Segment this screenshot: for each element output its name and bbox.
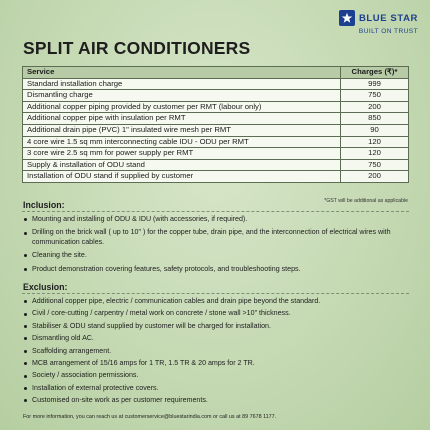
list-item bbox=[24, 384, 408, 393]
charge-cell: 750 bbox=[341, 159, 409, 171]
charge-cell: 750 bbox=[341, 90, 409, 102]
star-icon bbox=[339, 10, 355, 26]
exclusion-item-text: Stabiliser & ODU stand supplied by customer will be charged for installation. bbox=[32, 321, 271, 330]
charge-cell: 90 bbox=[341, 124, 409, 136]
exclusion-list bbox=[24, 297, 408, 406]
list-item bbox=[24, 215, 408, 224]
exclusion-item-text: Civil / core-cutting / carpentry / metal work on concrete / stone wall >10" thickness. bbox=[32, 309, 291, 318]
list-item bbox=[24, 347, 408, 356]
bullet-icon bbox=[24, 337, 27, 340]
table-row bbox=[23, 171, 409, 183]
exclusion-item-text: Customised on-site work as per customer requirements. bbox=[32, 396, 208, 405]
exclusion-title: Exclusion: bbox=[23, 282, 68, 292]
inclusion-item-text: Cleaning the site. bbox=[32, 251, 87, 260]
service-cell: Additional drain pipe (PVC) 1" insulated wire mesh per RMT bbox=[23, 124, 341, 136]
bullet-icon bbox=[24, 325, 27, 328]
table-row bbox=[23, 78, 409, 90]
exclusion-item-text: Dismantling old AC. bbox=[32, 334, 94, 343]
logo-brand: BLUE STAR bbox=[358, 12, 418, 24]
exclusion-item-text: Installation of external protective covers. bbox=[32, 383, 159, 392]
inclusion-item-text: Drilling on the brick wall ( up to 10" ) for the copper tube, drain pipe, and the interconnection of electrical wires with communication cables. bbox=[32, 228, 391, 246]
inclusion-list bbox=[24, 215, 408, 274]
inclusion-item-text: Mounting and installing of ODU & IDU (with accessories, if required). bbox=[32, 215, 248, 223]
charge-cell: 120 bbox=[341, 148, 409, 160]
service-cell: Installation of ODU stand if supplied by customer bbox=[23, 171, 341, 183]
bullet-icon bbox=[24, 254, 27, 257]
bullet-icon bbox=[24, 362, 27, 365]
service-cell: Dismantling charge bbox=[23, 90, 341, 102]
contact-footer: For more information, you can reach us at customerservice@bluestarindia.com or call us at 89 7678 1177. bbox=[23, 414, 277, 420]
charge-cell: 200 bbox=[341, 171, 409, 183]
list-item bbox=[24, 396, 408, 405]
charge-cell: 850 bbox=[341, 113, 409, 125]
table-row bbox=[23, 148, 409, 160]
list-item bbox=[24, 251, 408, 260]
bullet-icon bbox=[24, 218, 27, 221]
bullet-icon bbox=[24, 268, 27, 271]
bullet-icon bbox=[24, 300, 27, 303]
service-cell: Additional copper piping provided by customer per RMT (labour only) bbox=[23, 101, 341, 113]
table-row bbox=[23, 136, 409, 148]
list-item bbox=[24, 359, 408, 368]
list-item bbox=[24, 322, 408, 331]
service-cell: 3 core wire 2.5 sq mm for power supply per RMT bbox=[23, 148, 341, 160]
table-row bbox=[23, 159, 409, 171]
list-item bbox=[24, 309, 408, 318]
inclusion-divider bbox=[22, 211, 409, 212]
service-cell: Standard installation charge bbox=[23, 78, 341, 90]
inclusion-title: Inclusion: bbox=[23, 200, 65, 210]
charge-cell: 200 bbox=[341, 101, 409, 113]
table-row bbox=[23, 113, 409, 125]
list-item bbox=[24, 297, 408, 306]
list-item bbox=[24, 228, 408, 247]
exclusion-divider bbox=[22, 293, 409, 294]
service-cell: Supply & installation of ODU stand bbox=[23, 159, 341, 171]
exclusion-item-text: Additional copper pipe, electric / communication cables and drain pipe beyond the standard. bbox=[32, 297, 321, 305]
charge-cell: 120 bbox=[341, 136, 409, 148]
bullet-icon bbox=[24, 313, 27, 316]
bullet-icon bbox=[24, 232, 27, 235]
logo-tagline: BUILT ON TRUST bbox=[358, 28, 418, 35]
table-row bbox=[23, 90, 409, 102]
exclusion-item-text: Scaffolding arrangement. bbox=[32, 346, 112, 355]
table-header-row bbox=[23, 67, 409, 79]
charge-cell: 999 bbox=[341, 78, 409, 90]
service-column-header: Service bbox=[23, 67, 341, 79]
service-cell: 4 core wire 1.5 sq mm interconnecting cable IDU - ODU per RMT bbox=[23, 136, 341, 148]
list-item bbox=[24, 334, 408, 343]
gst-note: *GST will be additional as applicable bbox=[324, 198, 408, 204]
blue-star-logo bbox=[339, 10, 418, 35]
list-item bbox=[24, 265, 408, 274]
page-title: SPLIT AIR CONDITIONERS bbox=[23, 38, 251, 58]
charges-column-header: Charges (₹)* bbox=[341, 67, 409, 79]
bullet-icon bbox=[24, 387, 27, 390]
bullet-icon bbox=[24, 350, 27, 353]
bullet-icon bbox=[24, 375, 27, 378]
list-item bbox=[24, 371, 408, 380]
table-row bbox=[23, 124, 409, 136]
service-charges-table bbox=[22, 66, 409, 183]
exclusion-item-text: MCB arrangement of 15/16 amps for 1 TR, 1.5 TR & 20 amps for 2 TR. bbox=[32, 359, 255, 368]
exclusion-item-text: Society / association permissions. bbox=[32, 371, 139, 380]
bullet-icon bbox=[24, 399, 27, 402]
service-cell: Additional copper pipe with insulation per RMT bbox=[23, 113, 341, 125]
inclusion-item-text: Product demonstration covering features, safety protocols, and troubleshooting steps. bbox=[32, 264, 301, 273]
table-row bbox=[23, 101, 409, 113]
